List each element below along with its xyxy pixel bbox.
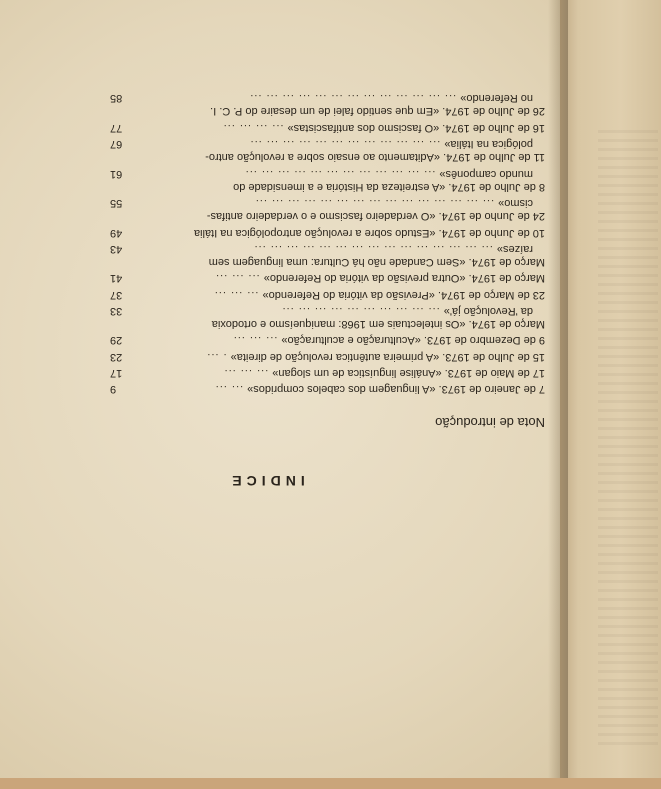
toc-entry-text: da 'Revolução já'» <box>443 305 533 318</box>
toc-page-number: 61 <box>110 167 123 180</box>
toc-entry <box>110 333 545 346</box>
toc-page-number: 49 <box>110 226 123 239</box>
toc-entry-text: 26 de Julho de 1974. «Em que sentido falei de um desaire do P. C. I. <box>210 105 545 118</box>
toc-page-number: 43 <box>110 243 123 256</box>
toc-entry-line <box>110 196 545 209</box>
toc-entry-text: Março de 1974. «Os intelectuais em 1968: maniqueísmo e ortodoxia <box>211 318 545 331</box>
dot-leaders: ... ... ... <box>215 272 264 285</box>
dot-leaders: ... ... <box>214 383 248 395</box>
toc-page-number: 41 <box>110 272 123 285</box>
dot-leaders: ... ... ... ... ... ... ... ... ... ... ... ... <box>244 167 440 180</box>
intro-heading: Nota de introdução <box>435 415 545 430</box>
toc-entry <box>110 226 545 239</box>
toc-entry <box>110 304 545 330</box>
toc-entry-text: 23 de Março de 1974. «Previsão da vitória do Referendo» <box>262 288 545 301</box>
toc-page-number: 67 <box>110 138 123 151</box>
toc-entry-line <box>110 226 545 239</box>
toc-entry-text: 17 de Maio de 1973. «Análise linguística de um slogan» <box>272 366 545 379</box>
toc-entry-text: Março de 1974. «Sem Candade não há Cultura: uma linguagem sem <box>208 256 545 269</box>
toc-entry-line <box>110 209 545 222</box>
toc-page-number: 77 <box>110 121 123 134</box>
toc-entry <box>110 242 545 268</box>
toc-entry-line <box>110 91 545 104</box>
toc-entry-line <box>110 304 545 317</box>
toc-entry <box>110 121 545 134</box>
dot-leaders: ... ... ... ... <box>222 121 288 134</box>
toc-entry-line <box>110 382 545 395</box>
toc-page-number: 29 <box>110 334 123 347</box>
toc-entry-line <box>110 350 545 363</box>
toc-entry-line <box>110 137 545 150</box>
toc-entry-text: mundo camponês» <box>439 167 533 180</box>
toc-entry-text: no Referendo» <box>460 92 533 105</box>
toc-entry <box>110 350 545 363</box>
toc-entry-text: raízes» <box>496 243 533 256</box>
toc-page-number: 55 <box>110 197 123 210</box>
dot-leaders: ... ... ... ... ... ... ... ... ... ... ... ... ... <box>249 92 461 105</box>
toc-entry-text: 15 de Julho de 1973. «A primeira autêntica revolução de direita» <box>230 350 545 363</box>
toc-entry-text: 16 de Julho de 1974. «O fascismo dos antifascistas» <box>287 121 545 134</box>
page-title: INDICE <box>227 473 305 489</box>
toc-entry <box>110 196 545 222</box>
toc-entry-line <box>110 317 545 330</box>
toc-entry-text: 7 de Janeiro de 1973. «A linguagem dos cabelos compridos» <box>247 383 545 395</box>
toc-entry <box>110 271 545 284</box>
toc-entry-line <box>110 167 545 180</box>
dot-leaders: ... ... ... ... ... ... ... ... ... ... <box>281 305 444 318</box>
dot-leaders: ... ... ... ... ... ... ... ... ... ... ... ... ... ... ... <box>254 197 499 210</box>
dot-leaders: ... ... ... ... ... ... ... ... ... ... ... ... <box>249 138 445 151</box>
toc-page-number: 85 <box>110 92 123 105</box>
toc-entry-text: 10 de Junho de 1974. «Estudo sobre a revolução antropológica na Itália <box>193 226 545 239</box>
toc-page-number: 23 <box>110 350 123 363</box>
toc-entry-line <box>110 271 545 284</box>
toc-entry-line <box>110 288 545 301</box>
toc-entry <box>110 167 545 193</box>
toc-entry <box>110 366 545 379</box>
toc-entry <box>110 137 545 163</box>
toc-entry-line <box>110 121 545 134</box>
toc-entry-text: 11 de Julho de 1974. «Aditamento ao ensaio sobre a revolução antro- <box>205 151 545 164</box>
toc-entry-text: 24 de Junho de 1974. «O verdadeiro fascismo e o verdadeiro antifas- <box>206 210 545 223</box>
toc-entry <box>110 382 545 395</box>
toc-page-number: 37 <box>110 288 123 301</box>
toc-entry-text: 8 de Julho de 1974. «A estreiteza da História e a imensidade do <box>233 180 545 193</box>
toc-entry-text: cismo» <box>498 197 533 210</box>
dot-leaders: ... ... ... <box>223 366 273 379</box>
toc-entry-line <box>110 150 545 163</box>
toc-entry-line <box>110 104 545 117</box>
dot-leaders: ... ... ... <box>232 334 282 347</box>
toc-entry-text: Março de 1974. «Outra previsão da vitória do Referendo» <box>263 272 545 285</box>
toc-entry-line <box>110 333 545 346</box>
toc-entry <box>110 91 545 117</box>
toc-page-number: 17 <box>110 366 123 379</box>
toc-entry-line <box>110 255 545 268</box>
toc-entry-text: 9 de Dezembro de 1973. «Aculturação e aculturação» <box>281 334 545 347</box>
dot-leaders: ... ... ... <box>213 288 263 301</box>
toc-entry-line <box>110 180 545 193</box>
toc-page-number: 33 <box>110 305 123 318</box>
toc-entry-line <box>110 242 545 255</box>
dot-leaders: . ... <box>206 350 231 363</box>
toc-entry-text: pológica na Itália» <box>444 138 533 151</box>
dot-leaders: ... ... ... ... ... ... ... ... ... ... ... ... ... ... ... <box>253 243 497 256</box>
toc-page-number: 9 <box>110 383 117 395</box>
toc-entry-line <box>110 366 545 379</box>
toc-entry <box>110 288 545 301</box>
